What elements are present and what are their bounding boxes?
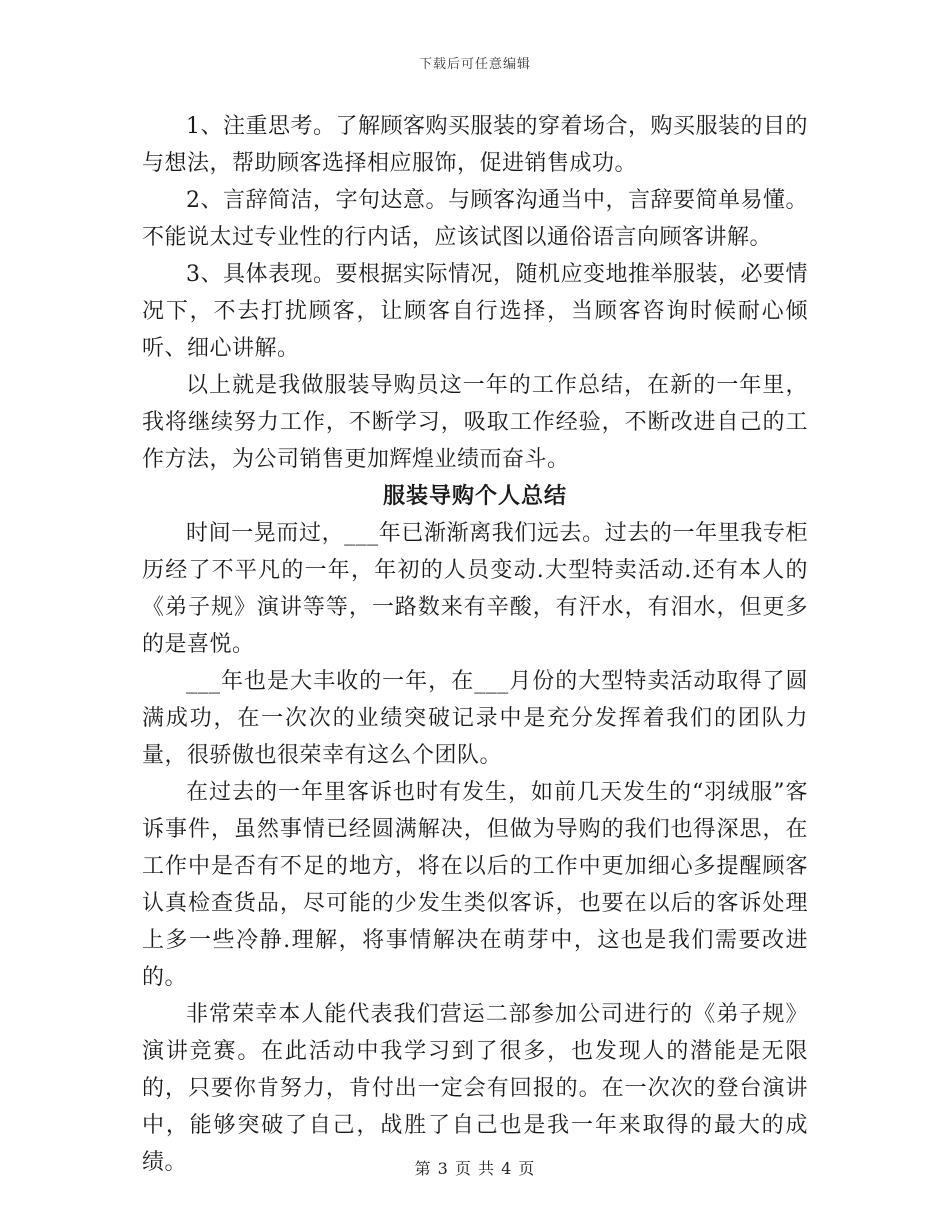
paragraph-summary-2: ___年也是大丰收的一年，在___月份的大型特卖活动取得了圆满成功，在一次次的业绩突破记录中是充分发挥着我们的团队力量，很骄傲也很荣幸有这么个团队。 [142, 669, 808, 768]
paragraph-summary-1: 时间一晃而过，___年已渐渐离我们远去。过去的一年里我专柜历经了不平凡的一年，年初的人员变动.大型特卖活动.还有本人的《弟子规》演讲等等，一路数来有辛酸，有汗水，有泪水，但更多的是喜悦。 [142, 521, 808, 657]
paragraph-conclusion: 以上就是我做服装导购员这一年的工作总结，在新的一年里，我将继续努力工作，不断学习，吸取工作经验，不断改进自己的工作方法，为公司销售更加辉煌业绩而奋斗。 [142, 373, 808, 472]
paragraph-tip-2: 2、言辞简洁，字句达意。与顾客沟通当中，言辞要简单易懂。不能说太过专业性的行内话，应该试图以通俗语言向顾客讲解。 [142, 188, 808, 250]
paragraph-summary-4: 非常荣幸本人能代表我们营运二部参加公司进行的《弟子规》演讲竞赛。在此活动中我学习到了很多，也发现人的潜能是无限的，只要你肯努力，肯付出一定会有回报的。在一次次的登台演讲中，能够突破了自己，战胜了自己也是我一年来取得的最大的成绩。 [142, 1002, 808, 1175]
paragraph-tip-3: 3、具体表现。要根据实际情况，随机应变地推举服装，必要情况下，不去打扰顾客，让顾客自行选择，当顾客咨询时候耐心倾听、细心讲解。 [142, 262, 808, 361]
page-footer: 第 3 页 共 4 页 [414, 1159, 536, 1178]
document-body [142, 108, 808, 1181]
paragraph-tip-1: 1、注重思考。了解顾客购买服装的穿着场合，购买服装的目的与想法，帮助顾客选择相应服饰，促进销售成功。 [142, 114, 808, 176]
section-title: 服装导购个人总结 [382, 483, 567, 509]
page-header: 下载后可任意编辑 [418, 57, 531, 72]
paragraph-summary-3: 在过去的一年里客诉也时有发生，如前几天发生的“羽绒服”客诉事件，虽然事情已经圆满解决，但做为导购的我们也得深思，在工作中是否有不足的地方，将在以后的工作中更加细心多提醒顾客认真检查货品，尽可能的少发生类似客诉，也要在以后的客诉处理上多一些冷静.理解，将事情解决在萌芽中，这也是我们需要改进的。 [142, 780, 808, 990]
